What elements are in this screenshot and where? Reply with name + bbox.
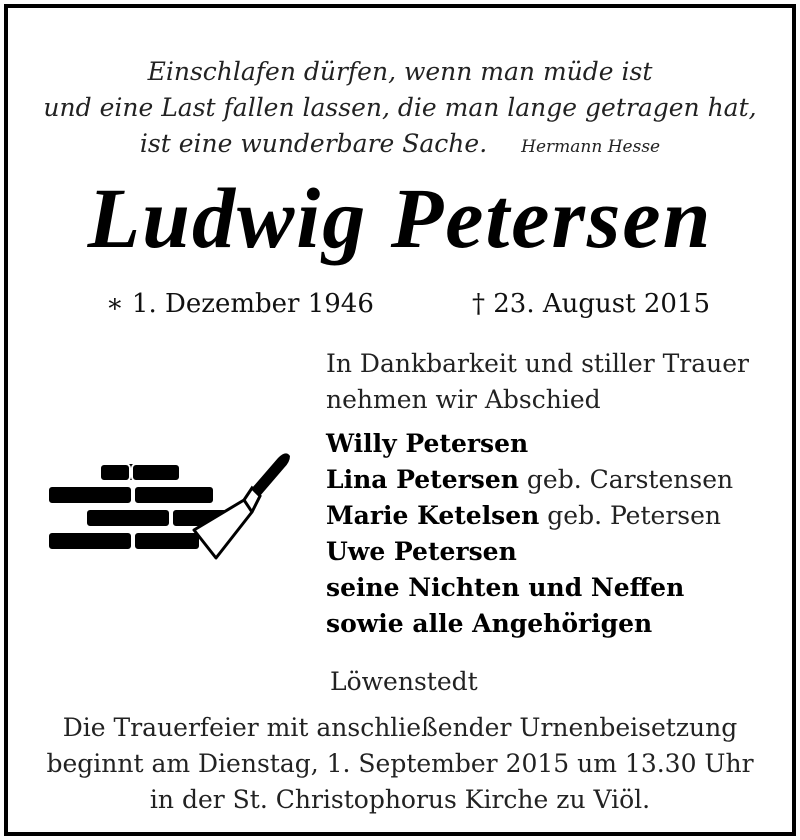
- quote-line: Einschlafen dürfen, wenn man müde ist: [147, 57, 653, 86]
- mourner-name: Lina Petersen: [326, 465, 519, 494]
- funeral-service-info: [8, 710, 792, 818]
- mourner-name: Marie Ketelsen: [326, 501, 540, 530]
- service-line: in der St. Christophorus Kirche zu Viöl.: [149, 785, 651, 814]
- intro-line: In Dankbarkeit und stiller Trauer: [326, 349, 749, 378]
- quote-line: [8, 126, 792, 165]
- mourner-entry: [326, 606, 733, 642]
- mourner-entry: [326, 534, 733, 570]
- bricks-and-trowel-icon: [46, 448, 290, 568]
- quote-line: und eine Last fallen lassen, die man lange getragen hat,: [43, 93, 757, 122]
- service-line: beginnt am Dienstag, 1. September 2015 um 13.30 Uhr: [46, 749, 754, 778]
- deceased-name: Ludwig Petersen: [87, 170, 713, 266]
- mourner-birth-name: geb. Petersen: [539, 501, 721, 530]
- quote-author: Hermann Hesse: [521, 137, 661, 157]
- place-name: Löwenstedt: [330, 667, 478, 696]
- quote-line-text: ist eine wunderbare Sache.: [139, 129, 488, 158]
- mourner-entry: [326, 462, 733, 498]
- mourner-name: sowie alle Angehörigen: [326, 609, 653, 638]
- farewell-intro: [326, 346, 749, 418]
- mourner-name: Willy Petersen: [326, 429, 529, 458]
- mourner-name: seine Nichten und Neffen: [326, 573, 685, 602]
- mourner-name: Uwe Petersen: [326, 537, 517, 566]
- birth-date: ∗ 1. Dezember 1946: [106, 289, 374, 319]
- mourner-entry: [326, 570, 733, 606]
- death-date: † 23. August 2015: [472, 289, 711, 319]
- mourner-entry: [326, 426, 733, 462]
- mourner-entry: [326, 498, 733, 534]
- intro-line: nehmen wir Abschied: [326, 385, 601, 414]
- obituary-card: [4, 4, 796, 836]
- mourners-list: [326, 426, 733, 642]
- quote: [8, 54, 792, 165]
- service-line: Die Trauerfeier mit anschließender Urnenbeisetzung: [62, 713, 738, 742]
- mourner-birth-name: geb. Carstensen: [518, 465, 734, 494]
